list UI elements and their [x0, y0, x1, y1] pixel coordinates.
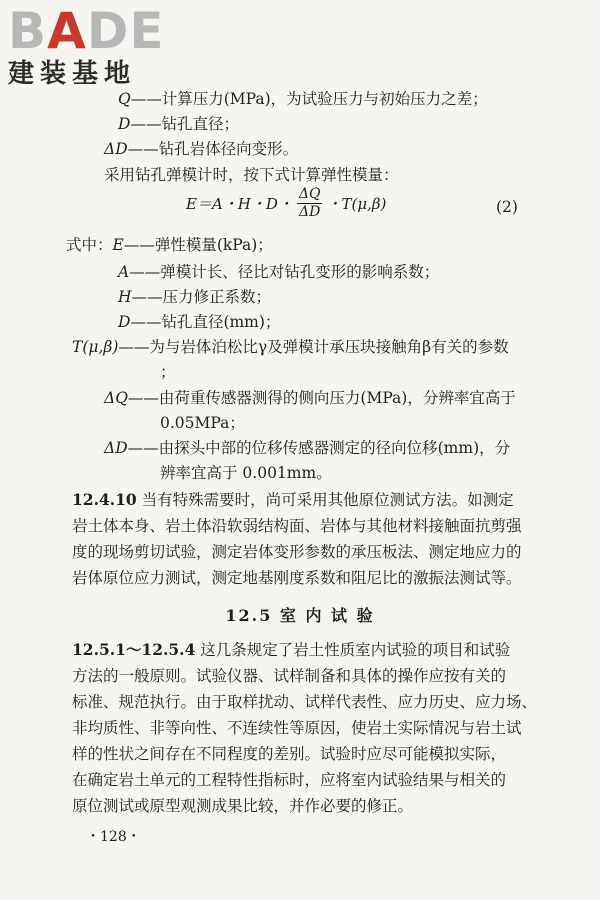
def-text: ——计算压力(MPa)，为试验压力与初始压力之差；	[130, 90, 488, 108]
equation-number: (2)	[496, 198, 518, 216]
para-12-5-line-4: 非均质性、非等向性、不连续性等原因，使岩土实际情况与岩土试	[72, 719, 522, 737]
def-prefix: 式中：	[66, 236, 113, 254]
para-12-5-line-5: 样的性状之间存在不同程度的差别。试验时应尽可能模拟实际，	[72, 745, 507, 763]
def-e	[66, 235, 273, 255]
logo-subtitle: 建装基地	[8, 59, 137, 89]
para-12-5-line-3: 标准、规范执行。由于取样扰动、试样代表性、应力历史、应力场、	[72, 693, 538, 711]
def-symbol: T(μ,β)	[72, 338, 119, 356]
logo-brand	[8, 4, 165, 58]
def-delta-q	[104, 388, 516, 408]
def-delta-d-cont: 辨率宜高于 0.001mm。	[160, 464, 332, 482]
logo-letter-a: A	[47, 2, 87, 60]
section-heading: 12.5 室 内 试 验	[225, 606, 375, 625]
formula-fraction	[297, 186, 323, 221]
para-12-4-10-line-2: 岩土体本身、岩土体沿软弱结构面、岩体与其他材料接触面抗剪强	[72, 517, 522, 535]
def-d	[118, 312, 280, 332]
def-q	[118, 89, 488, 109]
para-text: 这几条规定了岩土性质室内试验的项目和试验	[195, 641, 511, 659]
def-symbol: Q	[118, 90, 131, 108]
logo-letters-de: DE	[86, 2, 165, 60]
elastic-modulus-formula	[186, 186, 386, 221]
def-symbol: ΔQ	[104, 389, 128, 407]
formula-denominator: ΔD	[299, 204, 321, 220]
para-12-5-line-1	[72, 640, 510, 660]
def-text: ——钻孔直径；	[130, 115, 239, 133]
para-text: 当有特殊需要时，尚可采用其他原位测试方法。如测定	[136, 491, 514, 509]
formula-intro: 采用钻孔弹模计时，按下式计算弹性模量：	[104, 166, 399, 184]
para-12-5-line-7: 原位测试或原型观测成果比较，并作必要的修正。	[72, 797, 414, 815]
para-12-4-10-line-3: 度的现场剪切试验，测定岩体变形参数的承压板法、测定地应力的	[72, 543, 522, 561]
def-symbol: E	[112, 236, 124, 254]
def-symbol: ΔD	[104, 140, 128, 158]
def-text: ——钻孔岩体径向变形。	[127, 140, 299, 158]
def-symbol: D	[118, 115, 131, 133]
def-text: ——由探头中部的位移传感器测定的径向位移(mm)，分	[127, 439, 511, 457]
def-symbol: A	[118, 263, 130, 281]
def-delta-d-top	[104, 139, 298, 159]
def-text: ——弹性模量(kPa)；	[123, 236, 273, 254]
def-delta-q-cont: 0.05MPa；	[160, 414, 245, 432]
def-text: ——由荷重传感器测得的侧向压力(MPa)，分辨率宜高于	[127, 389, 516, 407]
def-a	[118, 262, 439, 282]
clause-number: 12.5.1～12.5.4	[72, 640, 196, 659]
formula-numerator: ΔQ	[298, 186, 321, 202]
para-12-5-line-2: 方法的一般原则。试验仪器、试样制备和具体的操作应按有关的	[72, 667, 507, 685]
def-symbol: H	[118, 288, 132, 306]
page-number: ・128・	[86, 829, 141, 845]
formula-rhs: ・T(μ,β)	[326, 195, 387, 213]
def-text: ——压力修正系数；	[131, 288, 272, 306]
logo-letter-b: B	[8, 2, 48, 60]
def-text: ——钻孔直径(mm)；	[130, 313, 281, 331]
def-delta-d	[104, 438, 510, 458]
formula-lhs: E＝A・H・D・	[186, 195, 293, 213]
site-logo	[8, 4, 165, 88]
def-symbol: D	[118, 313, 131, 331]
clause-number: 12.4.10	[72, 490, 137, 509]
def-symbol: ΔD	[104, 439, 128, 457]
def-t-cont: ；	[160, 363, 176, 381]
def-d-top	[118, 114, 239, 134]
def-h	[118, 287, 271, 307]
def-text: ——为与岩体泊松比γ及弹模计承压块接触角β有关的参数	[118, 338, 509, 356]
para-12-4-10-line-4: 岩体原位应力测试，测定地基刚度系数和阻尼比的激振法测试等。	[72, 569, 522, 587]
def-t	[72, 337, 509, 357]
def-text: ——弹模计长、径比对钻孔变形的影响系数；	[129, 263, 440, 281]
para-12-4-10-line-1	[72, 490, 514, 510]
para-12-5-line-6: 在确定岩土单元的工程特性指标时，应将室内试验结果与相关的	[72, 771, 507, 789]
